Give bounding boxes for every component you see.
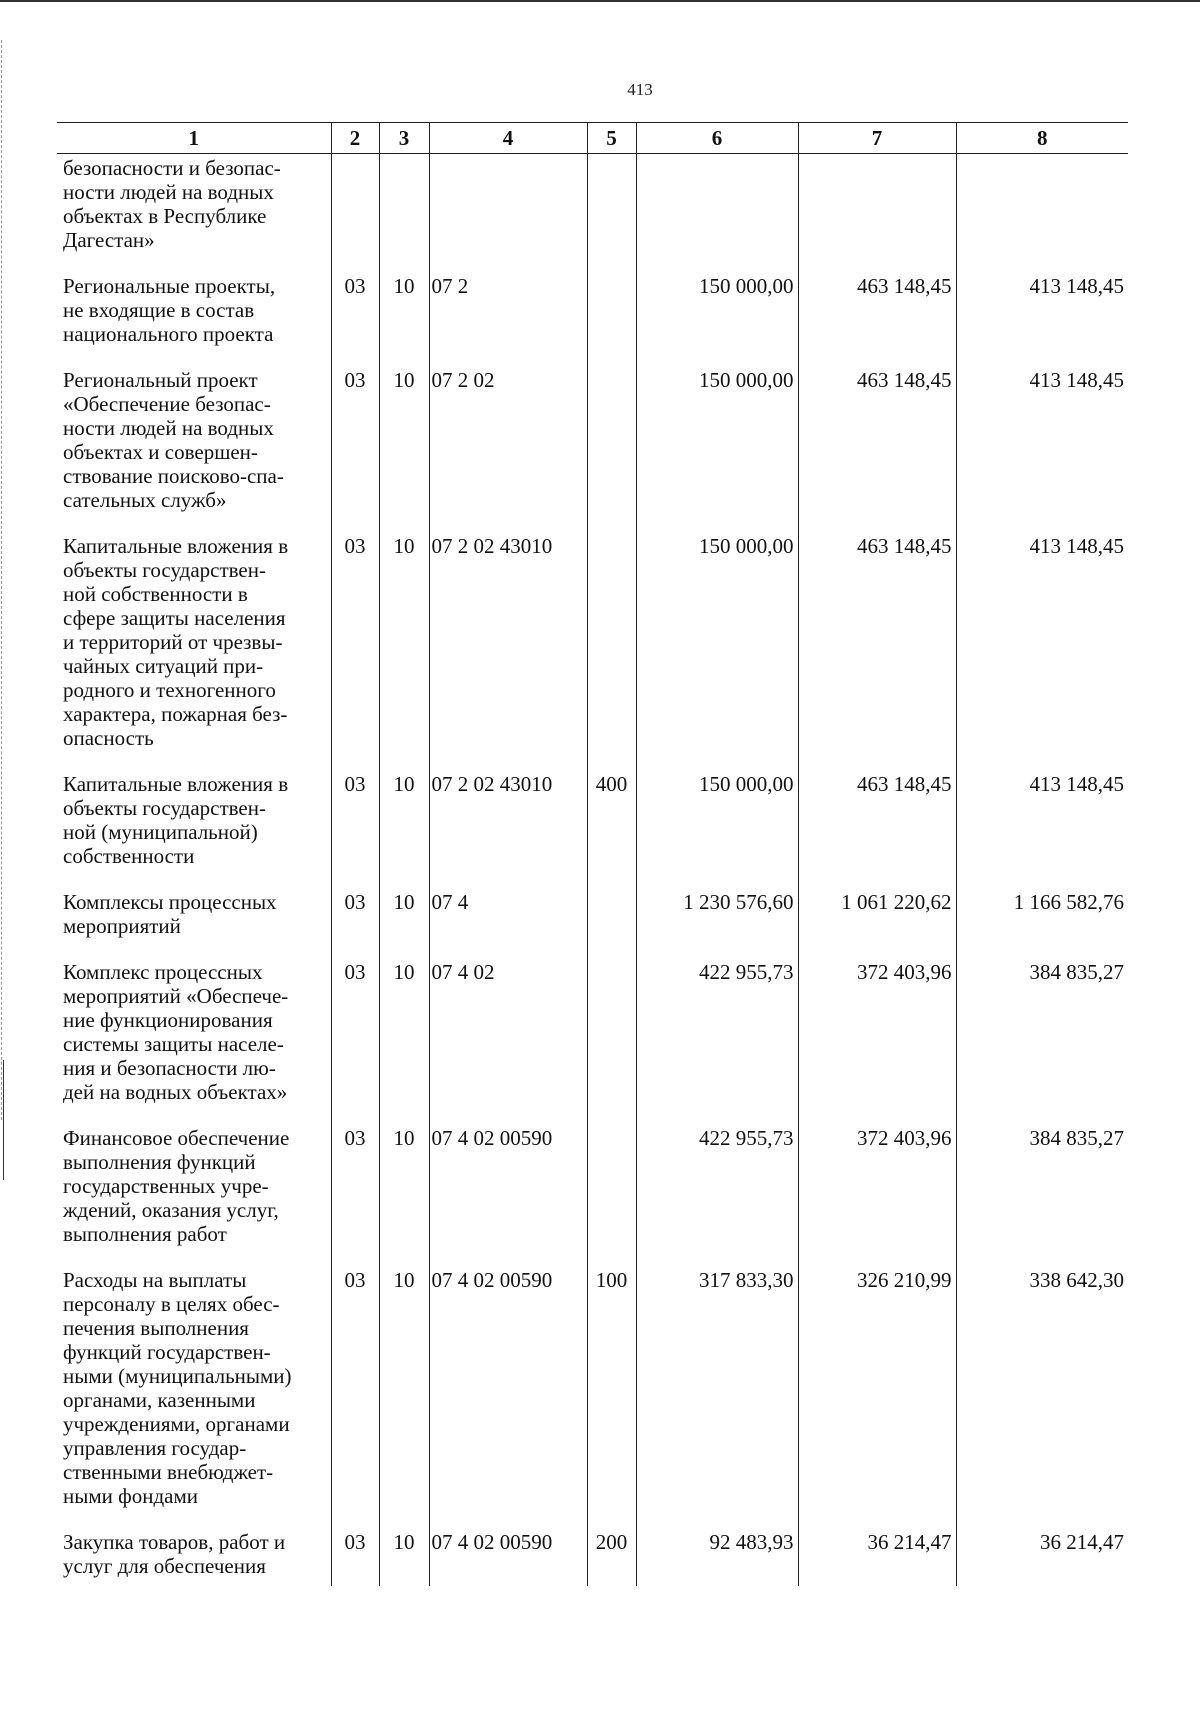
row-amount-col8: 413 148,45 (956, 274, 1128, 368)
row-subsection-code: 10 (379, 772, 429, 890)
row-target-article: 07 4 02 (429, 960, 587, 1126)
header-col-4: 4 (429, 123, 587, 154)
row-section-code: 03 (331, 368, 379, 534)
row-amount-col7: 463 148,45 (798, 534, 956, 772)
row-description: Капитальные вложения в объекты государствен- ной (муниципальной) собственности (63, 772, 289, 868)
header-col-1: 1 (57, 123, 331, 154)
row-amount-col7: 463 148,45 (798, 772, 956, 890)
scan-top-edge (0, 0, 1200, 2)
scan-left-margin-line (1, 40, 3, 1120)
row-amount-col6: 422 955,73 (636, 1126, 798, 1268)
row-expense-type (587, 154, 636, 275)
row-target-article: 07 4 02 00590 (429, 1530, 587, 1586)
row-description: Капитальные вложения в объекты государствен- ной собственности в сфере защиты населения и территорий от чрезвы- чайных ситуаций при- родного и техногенного характера, пожарная без- опасность (63, 534, 289, 750)
table-row (57, 772, 1128, 890)
row-amount-col6 (636, 154, 798, 275)
row-section-code: 03 (331, 274, 379, 368)
row-description: Комплекс процессных мероприятий «Обеспече- ние функционирования системы защиты населе- ния и безопасности лю- дей на водных объектах» (63, 960, 289, 1104)
row-amount-col8: 413 148,45 (956, 368, 1128, 534)
table-row (57, 960, 1128, 1126)
table-row (57, 154, 1128, 275)
row-target-article: 07 2 02 (429, 368, 587, 534)
row-section-code: 03 (331, 1268, 379, 1530)
row-amount-col8: 384 835,27 (956, 960, 1128, 1126)
row-amount-col8: 36 214,47 (956, 1530, 1128, 1586)
row-amount-col7: 463 148,45 (798, 274, 956, 368)
scan-left-margin-mark (3, 1060, 4, 1180)
table-row (57, 890, 1128, 960)
row-target-article: 07 4 02 00590 (429, 1268, 587, 1530)
row-amount-col6: 150 000,00 (636, 772, 798, 890)
row-description: Закупка товаров, работ и услуг для обеспечения (63, 1530, 286, 1578)
row-expense-type (587, 274, 636, 368)
header-col-3: 3 (379, 123, 429, 154)
row-subsection-code: 10 (379, 274, 429, 368)
row-amount-col7: 326 210,99 (798, 1268, 956, 1530)
row-amount-col8: 1 166 582,76 (956, 890, 1128, 960)
row-expense-type (587, 534, 636, 772)
row-target-article: 07 2 02 43010 (429, 772, 587, 890)
table-row (57, 1126, 1128, 1268)
row-subsection-code: 10 (379, 534, 429, 772)
row-expense-type: 100 (587, 1268, 636, 1530)
row-section-code: 03 (331, 1126, 379, 1268)
row-subsection-code: 10 (379, 1530, 429, 1586)
row-amount-col8: 413 148,45 (956, 534, 1128, 772)
header-col-5: 5 (587, 123, 636, 154)
row-subsection-code: 10 (379, 960, 429, 1126)
row-expense-type (587, 368, 636, 534)
row-expense-type: 200 (587, 1530, 636, 1586)
header-row (57, 123, 1128, 154)
row-amount-col6: 422 955,73 (636, 960, 798, 1126)
row-section-code: 03 (331, 1530, 379, 1586)
row-amount-col8: 338 642,30 (956, 1268, 1128, 1530)
header-col-6: 6 (636, 123, 798, 154)
row-amount-col8 (956, 154, 1128, 275)
table-row (57, 534, 1128, 772)
row-section-code: 03 (331, 772, 379, 890)
row-subsection-code: 10 (379, 1126, 429, 1268)
row-target-article: 07 2 02 43010 (429, 534, 587, 772)
row-target-article: 07 4 (429, 890, 587, 960)
row-target-article (429, 154, 587, 275)
row-amount-col7 (798, 154, 956, 275)
row-description: Комплексы процессных мероприятий (63, 890, 277, 938)
row-description: Расходы на выплаты персоналу в целях обес- печения выполнения функций государствен- ными (муниципальными) органами, казенными учреждениями, органами управления государ- ственными внебюджет- ными фондами (63, 1268, 292, 1508)
row-expense-type (587, 890, 636, 960)
row-expense-type (587, 960, 636, 1126)
header-col-7: 7 (798, 123, 956, 154)
table-row (57, 274, 1128, 368)
row-target-article: 07 4 02 00590 (429, 1126, 587, 1268)
page-number: 413 (627, 80, 653, 99)
row-amount-col7: 36 214,47 (798, 1530, 956, 1586)
header-col-8: 8 (956, 123, 1128, 154)
row-subsection-code: 10 (379, 1268, 429, 1530)
row-subsection-code: 10 (379, 368, 429, 534)
row-target-article: 07 2 (429, 274, 587, 368)
row-section-code (331, 154, 379, 275)
row-expense-type: 400 (587, 772, 636, 890)
table-body (57, 154, 1128, 1587)
row-amount-col6: 92 483,93 (636, 1530, 798, 1586)
row-amount-col6: 1 230 576,60 (636, 890, 798, 960)
row-amount-col8: 384 835,27 (956, 1126, 1128, 1268)
row-description: Региональный проект «Обеспечение безопас- ности людей на водных объектах и совершен- ствование поисково-спа- сательных служб» (63, 368, 284, 512)
table-row (57, 1530, 1128, 1586)
row-subsection-code: 10 (379, 890, 429, 960)
row-amount-col7: 372 403,96 (798, 1126, 956, 1268)
row-amount-col6: 317 833,30 (636, 1268, 798, 1530)
row-section-code: 03 (331, 890, 379, 960)
row-section-code: 03 (331, 960, 379, 1126)
row-expense-type (587, 1126, 636, 1268)
budget-table (57, 122, 1128, 1586)
row-amount-col6: 150 000,00 (636, 274, 798, 368)
header-col-2: 2 (331, 123, 379, 154)
row-amount-col7: 463 148,45 (798, 368, 956, 534)
row-description: безопасности и безопас- ности людей на водных объектах в Республике Дагестан» (63, 156, 281, 252)
table-row (57, 368, 1128, 534)
row-subsection-code (379, 154, 429, 275)
row-section-code: 03 (331, 534, 379, 772)
row-description: Региональные проекты, не входящие в состав национального проекта (63, 274, 276, 346)
row-amount-col7: 1 061 220,62 (798, 890, 956, 960)
table-header (57, 123, 1128, 154)
row-description: Финансовое обеспечение выполнения функций государственных учре- ждений, оказания услуг, выполнения работ (63, 1126, 290, 1246)
row-amount-col7: 372 403,96 (798, 960, 956, 1126)
row-amount-col6: 150 000,00 (636, 534, 798, 772)
table-row (57, 1268, 1128, 1530)
row-amount-col8: 413 148,45 (956, 772, 1128, 890)
row-amount-col6: 150 000,00 (636, 368, 798, 534)
